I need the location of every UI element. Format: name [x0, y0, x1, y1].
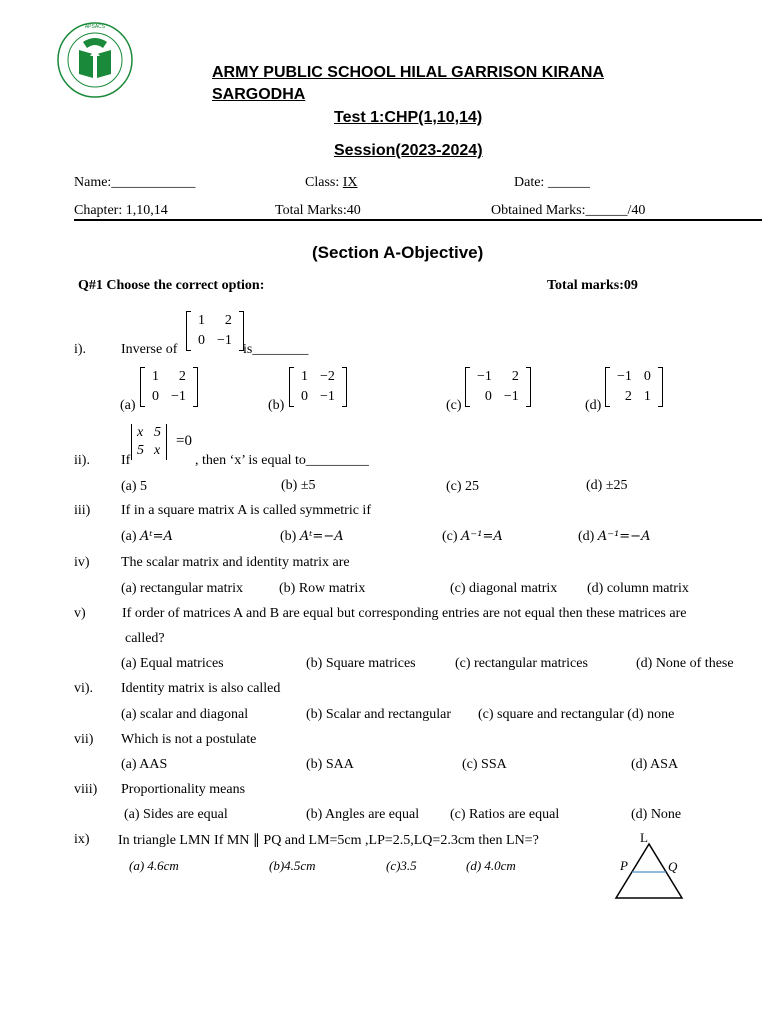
test-title: Test 1:CHP(1,10,14) — [334, 109, 483, 126]
header-divider — [74, 219, 762, 221]
school-logo-icon — [55, 20, 135, 100]
option-c: (c) SSA — [462, 757, 507, 772]
option-b-matrix: 1 −2 0 −1 — [289, 367, 347, 407]
option-c: (c) 25 — [446, 479, 480, 494]
question-num: iv) — [74, 555, 90, 570]
option-d: (d) None — [631, 807, 682, 822]
question-text: If — [121, 453, 131, 468]
option-d: (d) column matrix — [587, 581, 689, 596]
option-c-matrix: −1 2 0 −1 — [465, 367, 531, 407]
question-text: Inverse of — [121, 342, 178, 357]
question-text-post: , then ‘x’ is equal to_________ — [195, 453, 369, 468]
date-field: Date: ______ — [514, 175, 590, 190]
question-text: Proportionality means — [121, 782, 246, 797]
question-determinant: x 5 5 x — [131, 424, 167, 460]
question-text: Identity matrix is also called — [121, 681, 281, 696]
option-c: (c) — [446, 398, 462, 413]
question-text: The scalar matrix and identity matrix are — [121, 555, 350, 570]
school-name-line2: SARGODHA — [212, 86, 306, 103]
option-b: (b) Scalar and rectangular — [306, 707, 451, 722]
determinant-equals: =0 — [176, 433, 192, 449]
name-field: Name:____________ — [74, 175, 196, 190]
option-d: (d) 4.0cm — [466, 858, 516, 873]
option-b: (b) Square matrices — [306, 656, 416, 671]
option-a: (a) AAS — [121, 757, 168, 772]
option-c: (c) Ratios are equal — [450, 807, 560, 822]
option-d: (d) ASA — [631, 757, 679, 772]
session-title: Session(2023-2024) — [334, 142, 483, 159]
option-d-matrix: −1 0 2 1 — [605, 367, 663, 407]
school-logo — [55, 20, 135, 100]
q1-total-marks: Total marks:09 — [547, 278, 638, 293]
option-b: (b) Angles are equal — [306, 807, 420, 822]
option-b: (b)4.5cm — [269, 858, 316, 873]
option-a: (a) scalar and diagonal — [121, 707, 249, 722]
question-num: ii). — [74, 453, 90, 468]
option-d: (d) None of these — [636, 656, 734, 671]
option-a: (a) — [120, 398, 136, 413]
option-a: (a) 4.6cm — [129, 858, 179, 873]
total-marks-field: Total Marks:40 — [275, 203, 361, 218]
option-b: (b) — [268, 398, 285, 413]
vertex-label-p: P — [620, 858, 628, 873]
question-num: i). — [74, 342, 87, 357]
option-d-math: A⁻¹=−A — [597, 529, 651, 544]
q1-label: Q#1 Choose the correct option: — [78, 278, 265, 293]
option-a: (a) Equal matrices — [121, 656, 224, 671]
question-text-line2: called? — [125, 631, 165, 646]
question-text: If in a square matrix A is called symmetric if — [121, 503, 371, 518]
question-num: iii) — [74, 503, 91, 518]
question-text: In triangle LMN If MN ∥ PQ and LM=5cm ,LP=2.5,LQ=2.3cm then LN=? — [118, 833, 539, 848]
option-a-math: Aᵗ=A — [140, 529, 173, 544]
option-a: (a) rectangular matrix — [121, 581, 244, 596]
option-c: (c)3.5 — [386, 858, 417, 873]
section-title: (Section A-Objective) — [312, 243, 484, 262]
question-num: v) — [74, 606, 86, 621]
option-c: (c) A⁻¹=A — [442, 529, 503, 544]
class-field — [305, 175, 358, 191]
chapter-field: Chapter: 1,10,14 — [74, 203, 168, 218]
question-num: vi). — [74, 681, 94, 696]
option-a: (a) Sides are equal — [124, 807, 228, 822]
option-c-math: A⁻¹=A — [461, 529, 503, 544]
option-b: (b) SAA — [306, 757, 354, 772]
question-text: Which is not a postulate — [121, 732, 257, 747]
vertex-label-l: L — [640, 830, 648, 845]
option-d: (d) A⁻¹=−A — [578, 529, 651, 544]
option-d: (d) ±25 — [586, 478, 628, 493]
option-a: (a) 5 — [121, 479, 148, 494]
svg-text:APSACS: APSACS — [84, 24, 106, 30]
obtained-marks-field: Obtained Marks:______/40 — [491, 203, 646, 218]
question-matrix: 1 2 0 −1 — [186, 311, 244, 351]
option-d: (d) — [585, 398, 602, 413]
question-num: viii) — [74, 782, 98, 797]
question-text: If order of matrices A and B are equal but corresponding entries are not equal then these matrices are — [122, 606, 687, 621]
class-label: Class: — [305, 175, 343, 190]
class-value: IX — [342, 175, 358, 190]
option-c: (c) square and rectangular (d) none — [478, 707, 675, 722]
triangle-figure — [600, 830, 700, 905]
option-b: (b) Row matrix — [279, 581, 366, 596]
question-num: ix) — [74, 832, 90, 847]
option-c: (c) rectangular matrices — [455, 656, 588, 671]
option-b: (b) Aᵗ=−A — [280, 529, 344, 544]
question-text-post: is________ — [243, 342, 309, 357]
vertex-label-q: Q — [668, 859, 678, 874]
option-a-matrix: 1 2 0 −1 — [140, 367, 198, 407]
option-a: (a) Aᵗ=A — [121, 529, 173, 544]
option-b-math: Aᵗ=−A — [299, 529, 344, 544]
option-b: (b) ±5 — [281, 478, 316, 493]
question-num: vii) — [74, 732, 94, 747]
option-c: (c) diagonal matrix — [450, 581, 558, 596]
school-name-line1: ARMY PUBLIC SCHOOL HILAL GARRISON KIRANA — [212, 64, 605, 81]
